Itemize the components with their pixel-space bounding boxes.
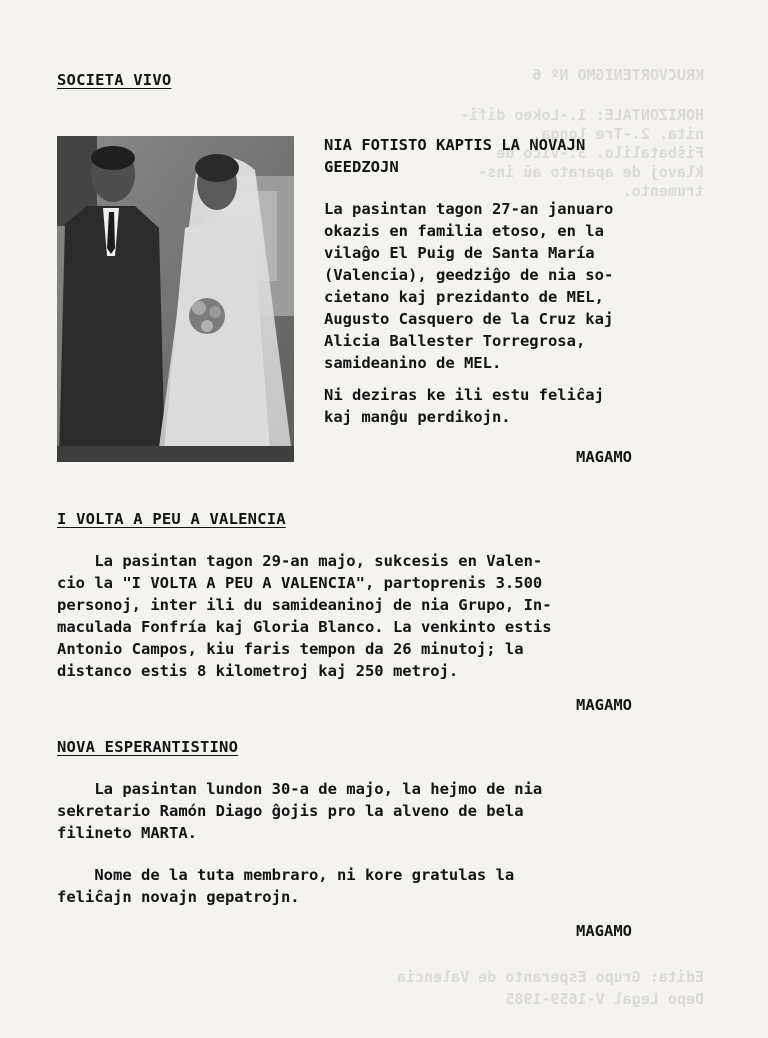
text-line: okazis en familia etoso, en la (324, 222, 604, 240)
bleed-line: KRUCVORTENIGMO Nº 6 (532, 66, 704, 84)
bleed-line: klavoj de aparato aŭ ins- (478, 163, 704, 181)
text-line: cio la "I VOLTA A PEU A VALENCIA", partoprenis 3.500 (57, 574, 543, 592)
section-heading-volta-a-peu: I VOLTA A PEU A VALENCIA (57, 510, 286, 528)
article-title (324, 134, 724, 178)
text-line: feliĉajn novajn gepatrojn. (57, 888, 300, 906)
wedding-couple-image (57, 136, 294, 462)
birth-paragraph (57, 778, 542, 844)
text-line: Augusto Casquero de la Cruz kaj (324, 310, 614, 328)
text-line: personoj, inter ili du samideaninoj de nia Grupo, In- (57, 596, 552, 614)
congratulations-paragraph (57, 864, 514, 908)
wedding-photo (57, 136, 294, 462)
text-line: Ni deziras ke ili estu feliĉaj (324, 386, 604, 404)
signature: MAGAMO (576, 922, 632, 940)
wedding-paragraph (324, 198, 613, 374)
text-line: La pasintan lundon 30-a de majo, la hejmo de nia (57, 780, 543, 798)
text-line: distanco estis 8 kilometroj kaj 250 metroj. (57, 662, 459, 680)
text-line: Nome de la tuta membraro, ni kore gratulas la (57, 866, 515, 884)
text-line: maculada Fonfría kaj Gloria Blanco. La venkinto estis (57, 618, 552, 636)
text-line: (Valencia), geedziĝo de nia so- (324, 266, 614, 284)
text-line: La pasintan tagon 27-an januaro (324, 200, 614, 218)
text-line: kaj manĝu perdikojn. (324, 408, 511, 426)
text-line: Alicia Ballester Torregrosa, (324, 332, 586, 350)
bleed-line: Depo Legal V-1659-1985 (505, 990, 704, 1008)
text-line: La pasintan tagon 29-an majo, sukcesis en Valen- (57, 552, 543, 570)
bleed-line: trumento. (622, 182, 704, 200)
signature: MAGAMO (576, 696, 632, 714)
bleed-line: HORIZONTALE: 1.-Lokeo difi- (460, 106, 704, 124)
text-line: vilaĝo El Puig de Santa María (324, 244, 595, 262)
text-line: filineto MARTA. (57, 824, 197, 842)
text-line: sekretario Ramón Diago ĝojis pro la alveno de bela (57, 802, 524, 820)
signature: MAGAMO (576, 448, 632, 466)
article-title-line: GEEDZOJN (324, 158, 399, 176)
section-heading-societa-vivo: SOCIETA VIVO (57, 71, 172, 89)
article-title-line: NIA FOTISTO KAPTIS LA NOVAJN (324, 136, 586, 154)
text-line: cietano kaj prezidanto de MEL, (324, 288, 604, 306)
text-line: samideanino de MEL. (324, 354, 502, 372)
wishes-paragraph (324, 384, 604, 428)
bleed-line: Fiŝbatalilo. 3.-Vico de (496, 144, 704, 162)
section-heading-nova-esperantistino: NOVA ESPERANTISTINO (57, 738, 239, 756)
text-line: Antonio Campos, kiu faris tempon da 26 minutoj; la (57, 640, 524, 658)
bleed-line: Edita: Grupo Esperanto de Valencia (396, 968, 704, 986)
race-paragraph (57, 550, 552, 682)
bleed-line: nita. 2.-Tre longa. (532, 125, 704, 143)
